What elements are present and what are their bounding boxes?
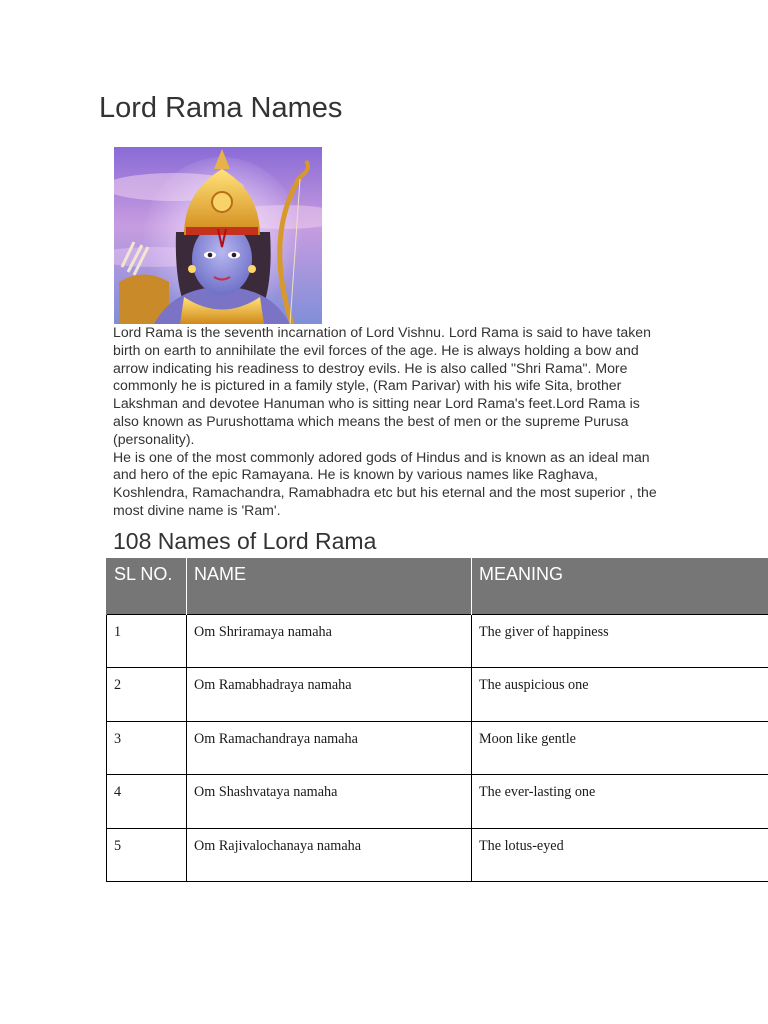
table-row [107,828,768,882]
names-table [106,558,768,882]
table-row [107,614,768,668]
header-sl-no: SL NO. [107,558,187,614]
cell-name: Om Rajivalochanaya namaha [187,828,472,882]
cell-name: Om Shashvataya namaha [187,775,472,829]
cell-meaning: The giver of happiness [472,614,768,668]
table-header-row [107,558,768,614]
cell-meaning: Moon like gentle [472,721,768,775]
intro-paragraph-2: He is one of the most commonly adored gods of Hindus and is known as an ideal man and hero of the epic Ramayana. He is known by various names like Raghava, Koshlendra, Ramachandra, Ramabhadra etc but his eternal and the most superior , the most divine name is 'Ram'. [113,448,657,518]
page-title: Lord Rama Names [99,92,343,124]
cell-sl: 5 [107,828,187,882]
cell-sl: 1 [107,614,187,668]
cell-sl: 3 [107,721,187,775]
header-name: NAME [187,558,472,614]
header-meaning: MEANING [472,558,768,614]
section-title: 108 Names of Lord Rama [113,528,377,554]
table-row [107,721,768,775]
cell-sl: 4 [107,775,187,829]
table-row [107,668,768,722]
cell-sl: 2 [107,668,187,722]
cell-name: Om Shriramaya namaha [187,614,472,668]
cell-name: Om Ramachandraya namaha [187,721,472,775]
table-row [107,775,768,829]
cell-meaning: The lotus-eyed [472,828,768,882]
cell-meaning: The ever-lasting one [472,775,768,829]
cell-name: Om Ramabhadraya namaha [187,668,472,722]
cell-meaning: The auspicious one [472,668,768,722]
intro-paragraph-1: Lord Rama is the seventh incarnation of Lord Vishnu. Lord Rama is said to have taken birth on earth to annihilate the evil forces of the age. He is always holding a bow and arrow indicating his readiness to destroy evils. He is also called "Shri Rama". More commonly he is pictured in a family style, (Ram Parivar) with his wife Sita, brother Lakshman and devotee Hanuman who is sitting near Lord Rama's feet.Lord Rama is also known as Purushottama which means the best of men or the supreme Purusa (personality). [113,324,651,447]
rama-portrait-image [114,147,322,324]
intro-text [113,324,661,520]
